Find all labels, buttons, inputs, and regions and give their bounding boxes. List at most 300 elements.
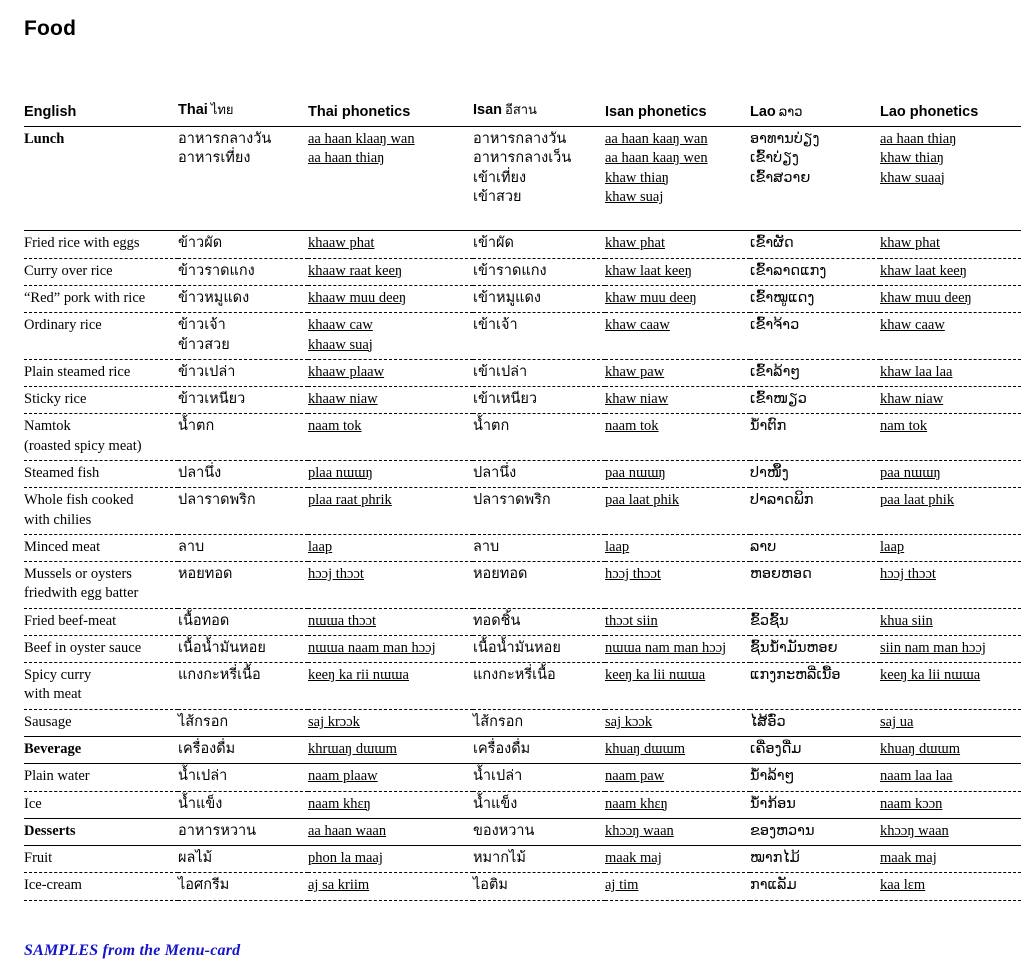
cell-thai bbox=[178, 258, 308, 285]
cell-thai bbox=[178, 359, 308, 386]
table-row bbox=[24, 127, 1021, 231]
cell-line: with meat bbox=[24, 686, 82, 703]
cell-line: keeŋ ka lii nɯɯa bbox=[605, 667, 706, 684]
cell-line: khaw suaaj bbox=[880, 169, 945, 186]
cell-line: Ice bbox=[24, 795, 42, 812]
cell-line: khaw thiaŋ bbox=[880, 150, 944, 167]
cell-line: ເຄື່ອງດື່ມ bbox=[750, 741, 802, 758]
cell-english bbox=[24, 737, 178, 764]
cell-line: naam khɛŋ bbox=[308, 795, 371, 812]
cell-line: ໝາກໄມ້ bbox=[750, 850, 800, 867]
table-row bbox=[24, 818, 1021, 845]
cell-line: nɯɯa thɔɔt bbox=[308, 612, 377, 629]
cell-line: nam tok bbox=[880, 418, 928, 435]
cell-line: ลาบ bbox=[178, 538, 205, 555]
column-header-isan bbox=[473, 99, 605, 127]
cell-line: น้ำแข็ง bbox=[178, 795, 223, 812]
cell-isan bbox=[473, 635, 605, 662]
cell-line: plaa nɯɯŋ bbox=[308, 464, 373, 481]
cell-line: เข้าหมูแดง bbox=[473, 289, 541, 306]
cell-line: keeŋ ka rii nɯɯa bbox=[308, 667, 409, 684]
cell-thai-phonetics bbox=[308, 127, 473, 231]
column-header-native-label: อีสาน bbox=[505, 102, 537, 117]
cell-line: แกงกะหรี่เนื้อ bbox=[473, 667, 556, 684]
cell-line: paa nɯɯŋ bbox=[605, 464, 666, 481]
cell-line: ข้าวผัด bbox=[178, 235, 223, 252]
cell-line: อาหารเที่ยง bbox=[178, 150, 251, 167]
cell-lao-phonetics bbox=[880, 414, 1021, 461]
cell-line: aa haan kaaŋ wan bbox=[605, 131, 708, 147]
cell-english bbox=[24, 608, 178, 635]
cell-isan-phonetics bbox=[605, 231, 750, 258]
column-header-lao bbox=[750, 99, 880, 127]
cell-thai-phonetics bbox=[308, 791, 473, 818]
cell-english bbox=[24, 709, 178, 736]
table-row bbox=[24, 791, 1021, 818]
cell-isan-phonetics bbox=[605, 709, 750, 736]
cell-line: hɔɔj thɔɔt bbox=[308, 566, 364, 583]
page-title: Food bbox=[24, 17, 77, 40]
cell-line: aa haan kaaŋ wen bbox=[605, 150, 708, 167]
cell-thai-phonetics bbox=[308, 846, 473, 873]
column-header-native-label: ລາວ bbox=[778, 104, 803, 119]
cell-line: laap bbox=[880, 538, 905, 555]
column-header-lao-phonetics bbox=[880, 99, 1021, 127]
cell-line: phon la maaj bbox=[308, 850, 383, 867]
cell-line: ເຂົ້າຜັດ bbox=[750, 235, 794, 252]
cell-line: laap bbox=[605, 538, 630, 555]
cell-line: khuaŋ dɯɯm bbox=[605, 741, 686, 758]
cell-lao bbox=[750, 127, 880, 231]
cell-line: siin nam man hɔɔj bbox=[880, 639, 986, 656]
cell-line: เนื้อน้ำมันหอย bbox=[178, 639, 266, 656]
cell-lao bbox=[750, 387, 880, 414]
cell-thai-phonetics bbox=[308, 709, 473, 736]
cell-line: หอยทอด bbox=[178, 566, 233, 583]
bottom-separator-cell bbox=[473, 900, 605, 901]
cell-line: khaw caaw bbox=[880, 317, 945, 334]
cell-line: khɔɔŋ waan bbox=[880, 822, 949, 839]
cell-line: ไอศกรีม bbox=[178, 877, 230, 894]
cell-line: Fruit bbox=[24, 850, 53, 867]
cell-lao bbox=[750, 313, 880, 360]
cell-english bbox=[24, 635, 178, 662]
cell-line: Desserts bbox=[24, 822, 76, 839]
table-row bbox=[24, 285, 1021, 312]
cell-line: naam tok bbox=[605, 418, 659, 435]
cell-line: หอยทอด bbox=[473, 566, 528, 583]
cell-line: khua siin bbox=[880, 612, 933, 629]
cell-lao-phonetics bbox=[880, 709, 1021, 736]
cell-line: ເຂົ້າຈ້າວ bbox=[750, 317, 800, 334]
cell-line: ลาบ bbox=[473, 538, 500, 555]
cell-line: aa haan waan bbox=[308, 822, 387, 839]
cell-isan-phonetics bbox=[605, 635, 750, 662]
cell-thai-phonetics bbox=[308, 258, 473, 285]
cell-lao bbox=[750, 737, 880, 764]
cell-line: ข้าวราดแกง bbox=[178, 262, 255, 279]
cell-line: เข้าราดแกง bbox=[473, 262, 547, 279]
cell-thai-phonetics bbox=[308, 387, 473, 414]
column-header-label: Isan phonetics bbox=[605, 104, 707, 120]
cell-isan bbox=[473, 764, 605, 791]
bottom-separator-cell bbox=[24, 900, 178, 901]
cell-lao-phonetics bbox=[880, 231, 1021, 258]
cell-line: Ice-cream bbox=[24, 877, 82, 894]
cell-line: “Red” pork with rice bbox=[24, 289, 146, 306]
cell-line: khaw laat keeŋ bbox=[605, 262, 692, 279]
cell-line: friedwith egg batter bbox=[24, 585, 139, 602]
cell-thai bbox=[178, 709, 308, 736]
cell-lao-phonetics bbox=[880, 313, 1021, 360]
cell-line: Fried rice with eggs bbox=[24, 235, 140, 252]
cell-line: ผลไม้ bbox=[178, 850, 213, 867]
cell-line: khaw laa laa bbox=[880, 363, 953, 380]
column-header-english bbox=[24, 99, 178, 127]
cell-isan bbox=[473, 818, 605, 845]
cell-line: Fried beef-meat bbox=[24, 612, 117, 629]
cell-lao-phonetics bbox=[880, 791, 1021, 818]
cell-isan bbox=[473, 534, 605, 561]
cell-line: ปลานึ่ง bbox=[473, 464, 517, 481]
table-bottom-separator bbox=[24, 900, 1021, 901]
cell-thai-phonetics bbox=[308, 460, 473, 487]
cell-line: Whole fish cooked bbox=[24, 492, 134, 509]
cell-line: เข้าเหนียว bbox=[473, 391, 538, 408]
cell-line: Steamed fish bbox=[24, 464, 100, 481]
cell-thai-phonetics bbox=[308, 285, 473, 312]
cell-english bbox=[24, 258, 178, 285]
cell-thai bbox=[178, 635, 308, 662]
cell-line: khaaw plaaw bbox=[308, 363, 385, 380]
column-header-label: English bbox=[24, 104, 77, 120]
cell-lao bbox=[750, 608, 880, 635]
table-row bbox=[24, 846, 1021, 873]
cell-line: khɔɔŋ waan bbox=[605, 822, 674, 839]
table-row bbox=[24, 737, 1021, 764]
cell-lao bbox=[750, 635, 880, 662]
cell-lao bbox=[750, 709, 880, 736]
table-header-row bbox=[24, 99, 1021, 127]
cell-isan-phonetics bbox=[605, 873, 750, 900]
cell-thai bbox=[178, 231, 308, 258]
cell-line: Mussels or oysters bbox=[24, 566, 132, 583]
cell-line: maak maj bbox=[880, 850, 937, 867]
cell-lao-phonetics bbox=[880, 635, 1021, 662]
table-row bbox=[24, 387, 1021, 414]
cell-thai-phonetics bbox=[308, 764, 473, 791]
cell-line: ກາແລັມ bbox=[750, 877, 797, 894]
cell-isan bbox=[473, 460, 605, 487]
cell-line: เนื้อทอด bbox=[178, 612, 230, 629]
cell-line: ນ້ຳລ້າໆ bbox=[750, 768, 795, 785]
cell-thai bbox=[178, 460, 308, 487]
cell-line: khaaw caw bbox=[308, 317, 373, 334]
cell-isan bbox=[473, 737, 605, 764]
table-row bbox=[24, 488, 1021, 535]
cell-line: naam kɔɔn bbox=[880, 795, 943, 812]
cell-line: เข้าเที่ยง bbox=[473, 169, 527, 186]
bottom-separator-cell bbox=[750, 900, 880, 901]
cell-line: naam paw bbox=[605, 768, 665, 785]
cell-english bbox=[24, 127, 178, 231]
cell-lao-phonetics bbox=[880, 562, 1021, 609]
cell-lao bbox=[750, 764, 880, 791]
cell-english bbox=[24, 359, 178, 386]
cell-line: Minced meat bbox=[24, 538, 101, 555]
cell-isan-phonetics bbox=[605, 608, 750, 635]
cell-english bbox=[24, 846, 178, 873]
cell-line: khaw muu deeŋ bbox=[605, 289, 697, 306]
cell-line: khuaŋ dɯɯm bbox=[880, 741, 961, 758]
cell-isan-phonetics bbox=[605, 387, 750, 414]
cell-line: ນ້ຳກ້ອນ bbox=[750, 795, 796, 812]
column-header-label: Lao bbox=[750, 104, 776, 120]
cell-line: khaw suaj bbox=[605, 188, 664, 205]
cell-isan-phonetics bbox=[605, 663, 750, 710]
cell-english bbox=[24, 791, 178, 818]
cell-line: ปลาราดพริก bbox=[178, 492, 256, 509]
cell-lao-phonetics bbox=[880, 488, 1021, 535]
cell-line: aj tim bbox=[605, 877, 639, 894]
cell-line: น้ำเปล่า bbox=[473, 768, 523, 785]
bottom-separator-cell bbox=[178, 900, 308, 901]
cell-english bbox=[24, 534, 178, 561]
cell-line: keeŋ ka lii nɯɯa bbox=[880, 667, 981, 684]
cell-isan-phonetics bbox=[605, 534, 750, 561]
cell-line: paa nɯɯŋ bbox=[880, 464, 941, 481]
cell-isan-phonetics bbox=[605, 846, 750, 873]
cell-lao bbox=[750, 818, 880, 845]
cell-isan bbox=[473, 313, 605, 360]
cell-isan bbox=[473, 387, 605, 414]
cell-lao bbox=[750, 285, 880, 312]
cell-lao bbox=[750, 488, 880, 535]
cell-isan-phonetics bbox=[605, 460, 750, 487]
cell-line: ປາລາດພິກ bbox=[750, 492, 814, 509]
cell-isan bbox=[473, 231, 605, 258]
cell-isan bbox=[473, 488, 605, 535]
cell-line: ຫອຍຫອດ bbox=[750, 566, 812, 583]
column-header-label: Lao phonetics bbox=[880, 104, 979, 120]
cell-line: อาหารกลางวัน bbox=[178, 131, 272, 147]
cell-line: ไส้กรอก bbox=[473, 713, 524, 730]
table-row bbox=[24, 663, 1021, 710]
cell-lao-phonetics bbox=[880, 359, 1021, 386]
cell-lao-phonetics bbox=[880, 873, 1021, 900]
cell-thai bbox=[178, 414, 308, 461]
cell-line: khaw caaw bbox=[605, 317, 670, 334]
cell-line: aa haan thiaŋ bbox=[308, 150, 385, 167]
cell-line: hɔɔj thɔɔt bbox=[880, 566, 936, 583]
cell-line: ข้าวเปล่า bbox=[178, 363, 236, 380]
cell-line: naam laa laa bbox=[880, 768, 953, 785]
cell-line: Beef in oyster sauce bbox=[24, 639, 142, 656]
cell-thai bbox=[178, 791, 308, 818]
cell-isan bbox=[473, 285, 605, 312]
cell-english bbox=[24, 818, 178, 845]
cell-line: maak maj bbox=[605, 850, 662, 867]
cell-line: khaw paw bbox=[605, 363, 665, 380]
cell-line: naam khɛŋ bbox=[605, 795, 668, 812]
cell-lao bbox=[750, 414, 880, 461]
table-body bbox=[24, 127, 1021, 901]
cell-isan-phonetics bbox=[605, 414, 750, 461]
cell-lao-phonetics bbox=[880, 387, 1021, 414]
cell-thai bbox=[178, 313, 308, 360]
cell-line: ເຂົ້າໝູແດງ bbox=[750, 289, 815, 306]
table-row bbox=[24, 460, 1021, 487]
cell-line: น้ำเปล่า bbox=[178, 768, 228, 785]
cell-lao-phonetics bbox=[880, 663, 1021, 710]
cell-line: แกงกะหรี่เนื้อ bbox=[178, 667, 261, 684]
cell-english bbox=[24, 764, 178, 791]
cell-isan bbox=[473, 608, 605, 635]
cell-line: ປາໜຶ້ງ bbox=[750, 464, 789, 481]
cell-lao-phonetics bbox=[880, 846, 1021, 873]
table-row bbox=[24, 562, 1021, 609]
cell-english bbox=[24, 562, 178, 609]
cell-isan bbox=[473, 258, 605, 285]
cell-line: ข้าวเจ้า bbox=[178, 317, 226, 334]
cell-line: หมากไม้ bbox=[473, 850, 526, 867]
table-row bbox=[24, 873, 1021, 900]
cell-line: saj krɔɔk bbox=[308, 713, 360, 730]
column-header-thai bbox=[178, 99, 308, 127]
cell-line: khaw muu deeŋ bbox=[880, 289, 972, 306]
cell-thai-phonetics bbox=[308, 873, 473, 900]
cell-english bbox=[24, 663, 178, 710]
cell-line: khaw niaw bbox=[880, 391, 944, 408]
cell-line: ข้าวสวย bbox=[178, 336, 230, 353]
cell-isan bbox=[473, 791, 605, 818]
cell-line: Namtok bbox=[24, 418, 71, 435]
cell-line: laap bbox=[308, 538, 333, 555]
cell-isan-phonetics bbox=[605, 127, 750, 231]
cell-lao bbox=[750, 534, 880, 561]
cell-line: aa haan klaaŋ wan bbox=[308, 131, 415, 147]
cell-line: khaw niaw bbox=[605, 391, 669, 408]
cell-line: Spicy curry bbox=[24, 667, 92, 684]
cell-line: naam tok bbox=[308, 418, 362, 435]
cell-line: khaaw suaj bbox=[308, 336, 373, 353]
column-header-isan-phonetics bbox=[605, 99, 750, 127]
cell-line: อาหารหวาน bbox=[178, 822, 257, 839]
cell-thai-phonetics bbox=[308, 635, 473, 662]
cell-thai bbox=[178, 488, 308, 535]
cell-line: Lunch bbox=[24, 131, 65, 147]
cell-isan bbox=[473, 359, 605, 386]
cell-line: เครื่องดื่ม bbox=[178, 741, 236, 758]
table-row bbox=[24, 709, 1021, 736]
cell-line: เข้าผัด bbox=[473, 235, 514, 252]
cell-lao-phonetics bbox=[880, 285, 1021, 312]
cell-line: with chilies bbox=[24, 511, 92, 528]
cell-line: Sausage bbox=[24, 713, 72, 730]
cell-line: khaaw niaw bbox=[308, 391, 378, 408]
cell-line: ปลานึ่ง bbox=[178, 464, 222, 481]
table-row bbox=[24, 534, 1021, 561]
cell-line: naam plaaw bbox=[308, 768, 378, 785]
cell-line: ปลาราดพริก bbox=[473, 492, 551, 509]
cell-isan bbox=[473, 709, 605, 736]
cell-line: เครื่องดื่ม bbox=[473, 741, 531, 758]
cell-line: saj kɔɔk bbox=[605, 713, 653, 730]
cell-line: ຂົ້ວຊົ້ນ bbox=[750, 612, 789, 629]
cell-isan bbox=[473, 663, 605, 710]
cell-line: khaw phat bbox=[605, 235, 665, 252]
cell-line: saj ua bbox=[880, 713, 914, 730]
cell-line: Sticky rice bbox=[24, 391, 87, 408]
cell-isan bbox=[473, 873, 605, 900]
cell-line: ເຂົ້າລາດແກງ bbox=[750, 262, 827, 279]
cell-line: khaaw phat bbox=[308, 235, 375, 252]
footer-note: SAMPLES from the Menu-card bbox=[24, 942, 241, 959]
cell-isan-phonetics bbox=[605, 764, 750, 791]
column-header-label: Thai bbox=[178, 102, 208, 118]
cell-lao bbox=[750, 562, 880, 609]
cell-english bbox=[24, 873, 178, 900]
table-row bbox=[24, 231, 1021, 258]
cell-english bbox=[24, 488, 178, 535]
cell-thai bbox=[178, 873, 308, 900]
cell-line: เข้าเปล่า bbox=[473, 363, 528, 380]
cell-lao-phonetics bbox=[880, 127, 1021, 231]
cell-line: (roasted spicy meat) bbox=[24, 437, 142, 454]
bottom-separator-cell bbox=[605, 900, 750, 901]
cell-thai bbox=[178, 737, 308, 764]
cell-line: ເຂົ້າສວາຍ bbox=[750, 169, 811, 186]
cell-english bbox=[24, 387, 178, 414]
cell-line: khaaw raat keeŋ bbox=[308, 262, 403, 279]
table-row bbox=[24, 359, 1021, 386]
table-header bbox=[24, 99, 1021, 127]
cell-lao bbox=[750, 460, 880, 487]
cell-thai-phonetics bbox=[308, 663, 473, 710]
cell-line: kaa lɛm bbox=[880, 877, 926, 894]
cell-thai-phonetics bbox=[308, 737, 473, 764]
cell-line: paa laat phik bbox=[880, 492, 955, 509]
food-table bbox=[24, 99, 1021, 901]
table-row bbox=[24, 635, 1021, 662]
cell-line: aa haan thiaŋ bbox=[880, 131, 957, 147]
cell-line: อาหารกลางเว็น bbox=[473, 150, 572, 167]
cell-lao-phonetics bbox=[880, 534, 1021, 561]
column-header-thai-phonetics bbox=[308, 99, 473, 127]
food-table-container bbox=[0, 99, 1021, 901]
cell-line: thɔɔt siin bbox=[605, 612, 658, 629]
cell-line: ແກງກະຫລີ່ເນື້ອ bbox=[750, 667, 841, 684]
cell-thai-phonetics bbox=[308, 534, 473, 561]
cell-english bbox=[24, 460, 178, 487]
cell-thai-phonetics bbox=[308, 818, 473, 845]
cell-line: khaaw muu deeŋ bbox=[308, 289, 407, 306]
cell-thai-phonetics bbox=[308, 414, 473, 461]
cell-thai bbox=[178, 285, 308, 312]
cell-line: ເຂົ້າບ່ຽງ bbox=[750, 150, 799, 167]
cell-line: ข้าวเหนียว bbox=[178, 391, 246, 408]
cell-lao bbox=[750, 791, 880, 818]
cell-line: aj sa kriim bbox=[308, 877, 370, 894]
cell-line: ໄສ້ອົ່ວ bbox=[750, 713, 786, 730]
cell-lao bbox=[750, 846, 880, 873]
cell-line: ເຂົ້າລ້າໆ bbox=[750, 363, 801, 380]
cell-line: nɯɯa naam man hɔɔj bbox=[308, 639, 436, 656]
cell-isan bbox=[473, 562, 605, 609]
cell-line: เข้าเจ้า bbox=[473, 317, 518, 334]
cell-line: nɯɯa nam man hɔɔj bbox=[605, 639, 727, 656]
cell-lao bbox=[750, 873, 880, 900]
